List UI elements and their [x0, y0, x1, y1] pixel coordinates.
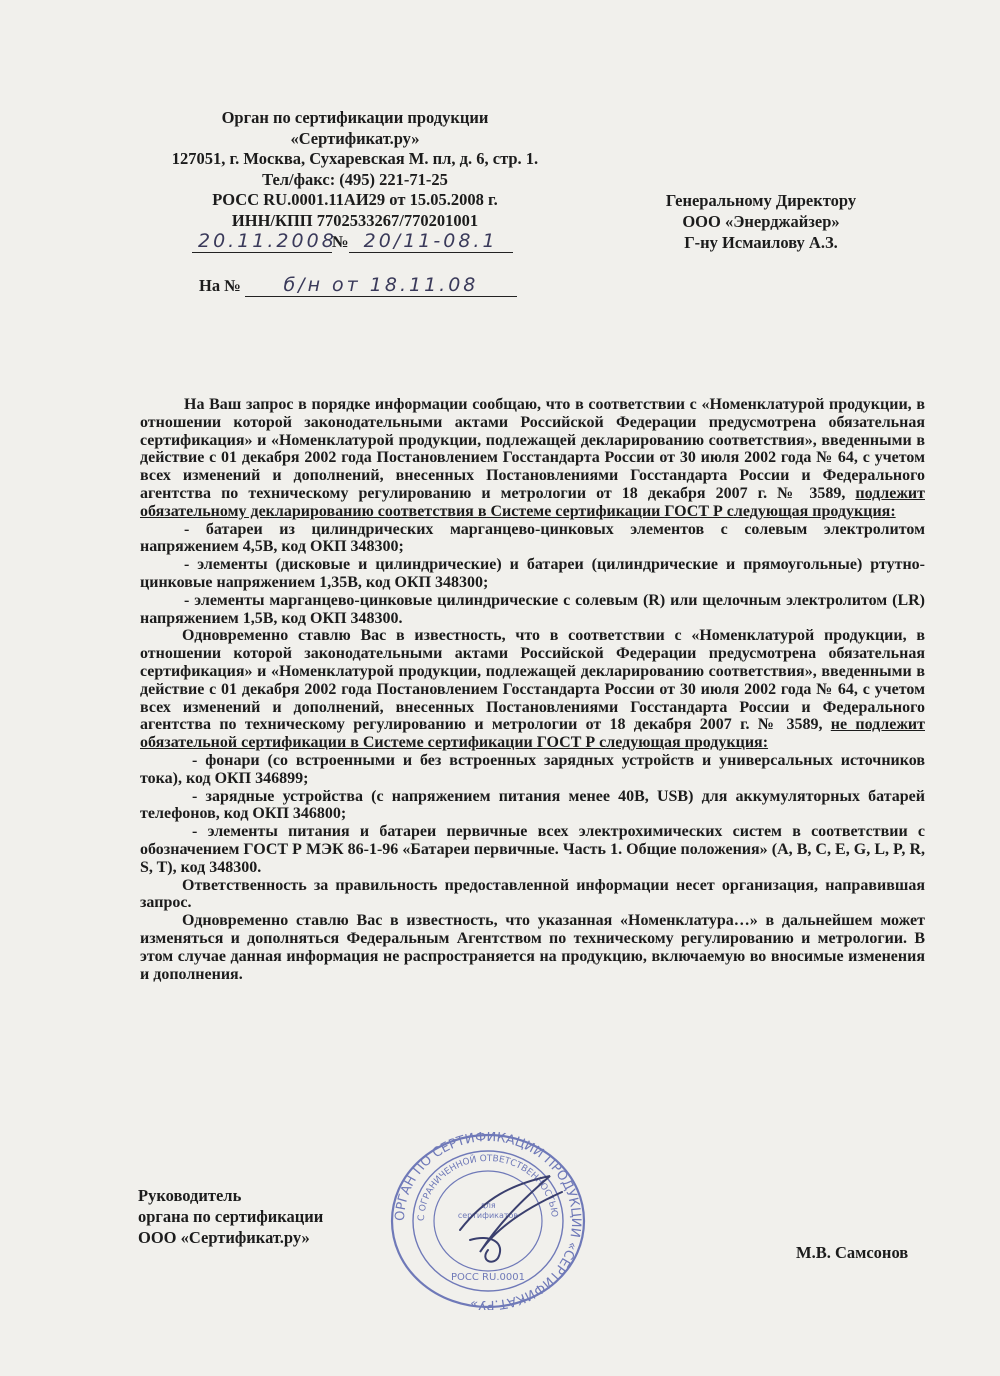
stamp-center-bottom: сертификатов — [457, 1211, 519, 1220]
handwritten-date: 20.11.2008 — [192, 230, 332, 253]
signer-block — [138, 1185, 323, 1248]
recipient-block — [636, 190, 886, 253]
stamp-inner-text: С ОГРАНИЧЕННОЙ ОТВЕТСТВЕННОСТЬЮ — [416, 1153, 560, 1222]
recipient-line: Г-ну Исмаилову А.З. — [684, 233, 838, 252]
paragraph-2-text: Одновременно ставлю Вас в известность, что в соответствии с «Номенклатурой продукции, в отношении которой законодательными актами Российской Федерации предусмотрена обязательная сертификация» и «Номенклатурой продукции, подлежащей декларированию соответствия», введенными в действие с 01 декабря 2002 года Постановлением Госстандарта России от 30 июля 2002 года № 64, с учетом всех изменений и дополнений, внесенных Постановлениями Госстандарта России и Федерального агентства по техническому регулированию и метрологии от 18 декабря 2007 г. № 3589, — [140, 627, 925, 734]
paragraph-4: Одновременно ставлю Вас в известность, что указанная «Номенклатура…» в дальнейшем может изменяться и дополняться Федеральным Агентством по техническому регулированию и метрологии. В этом случае данная информация не распространяется на продукцию, включаемую во вносимые изменения и дополнения. — [140, 912, 925, 983]
paragraph-2 — [140, 627, 925, 752]
sender-line: «Сертификат.ру» — [290, 128, 420, 148]
outgoing-date-number — [192, 230, 513, 253]
list2-item: - фонари (со встроенными и без встроенных зарядных устройств и универсальных источников тока), код ОКП 346899; — [140, 751, 925, 787]
stamp-outer-text: ОРГАН ПО СЕРТИФИКАЦИИ ПРОДУКЦИИ «СЕРТИФИКАТ.РУ» — [392, 1132, 584, 1310]
letter-body — [140, 396, 925, 983]
recipient-line: Генеральному Директору — [665, 191, 857, 210]
paragraph-1-text: На Ваш запрос в порядке информации сообщаю, что в соответствии с «Номенклатурой продукции, в отношении которой законодательными актами Российской Федерации предусмотрена обязательная сертификация» и «Номенклатурой продукции, подлежащей декларированию соответствия», введенными в действие с 01 декабря 2002 года Постановлением Госстандарта России от 30 июля 2002 года № 64, с учетом всех изменений и дополнений, внесенных Постановлениями Госстандарта России и Федерального агентства по техническому регулированию и метрологии от 18 декабря 2007 г. № 3589, — [140, 396, 925, 502]
handwritten-number: 20/11-08.1 — [349, 230, 513, 253]
paragraph-2-underlined: не подлежит обязательной сертификации в Системе сертификации ГОСТ Р следующая продукция: — [140, 716, 925, 752]
list1-item: - элементы марганцево-цинковые цилиндрические с солевым (R) или щелочным электролитом (LR) напряжением 1,5В, код ОКП 348300. — [140, 591, 925, 627]
sender-line: Тел/факс: (495) 221-71-25 — [262, 169, 448, 189]
sender-block — [140, 108, 570, 231]
recipient-line: ООО «Энерджайзер» — [682, 212, 840, 231]
sender-line: Орган по сертификации продукции — [221, 108, 489, 127]
list2-item: - элементы питания и батареи первичные всех электрохимических систем в соответствии с обозначением ГОСТ Р МЭК 86-1-96 «Батареи первичные. Часть 1. Общие положения» (A, B, C, E, G, L, P, R, S, T), код 348300. — [140, 823, 925, 876]
ref-label: На № — [199, 276, 241, 295]
signer-line: ООО «Сертификат.ру» — [138, 1228, 310, 1247]
sender-line: РОСС RU.0001.11АИ29 от 15.05.2008 г. — [212, 190, 498, 209]
paragraph-1-underlined: подлежит обязательному декларированию соответствия в Системе сертификации ГОСТ Р следующая продукция: — [140, 484, 925, 520]
signer-line: органа по сертификации — [138, 1207, 324, 1226]
stamp-center-top: для — [480, 1201, 496, 1210]
sender-line: ИНН/КПП 7702533267/770201001 — [231, 210, 479, 230]
number-label: № — [332, 232, 349, 251]
signer-line: Руководитель — [138, 1186, 242, 1205]
list1-item: - батареи из цилиндрических марганцево-цинковых элементов с солевым электролитом напряжением 4,5В, код ОКП 348300; — [140, 520, 925, 556]
signer-name: М.В. Самсонов — [796, 1243, 909, 1262]
reference-number — [199, 274, 517, 297]
paragraph-1 — [140, 396, 925, 521]
sender-line: 127051, г. Москва, Сухаревская М. пл, д. 6, стр. 1. — [171, 149, 539, 168]
handwritten-reference: б/н от 18.11.08 — [245, 274, 517, 297]
paragraph-3: Ответственность за правильность предоставленной информации несет организация, направившая запрос. — [140, 876, 925, 912]
stamp-reg-number: РОСС RU.0001 — [451, 1272, 525, 1283]
list2-item: - зарядные устройства (с напряжением питания менее 40В, USB) для аккумуляторных батарей телефонов, код ОКП 346800; — [140, 787, 925, 823]
signature-icon — [440, 1170, 570, 1270]
list1-item: - элементы (дисковые и цилиндрические) и батареи (цилиндрические и прямоугольные) ртутно-цинковые напряжением 1,35В, код ОКП 348300; — [140, 556, 925, 591]
